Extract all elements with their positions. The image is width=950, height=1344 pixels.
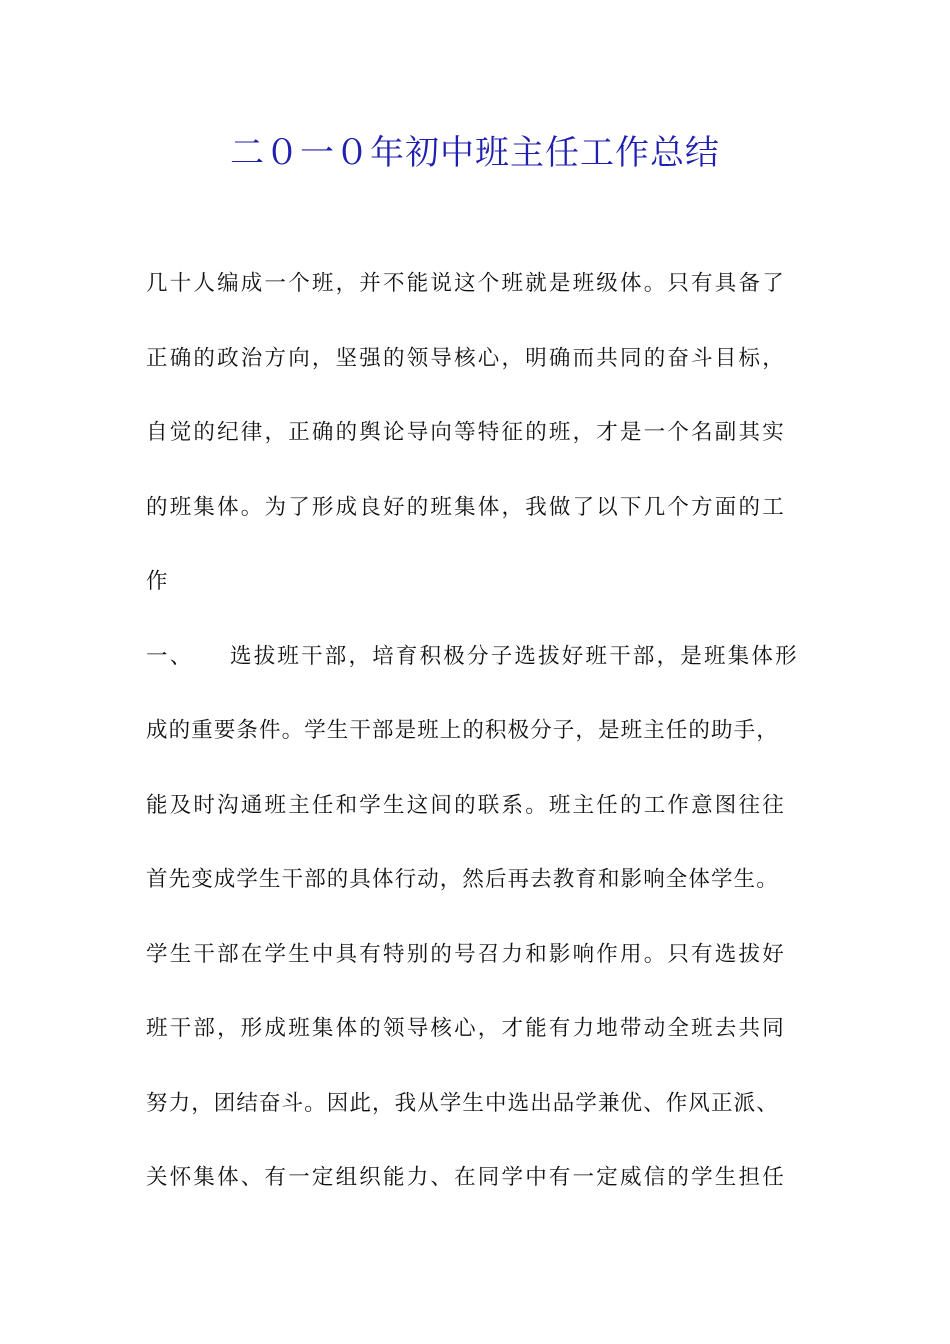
document-body bbox=[146, 262, 826, 1231]
body-line: 正确的政治方向，坚强的领导核心，明确而共同的奋斗目标， bbox=[146, 345, 786, 371]
body-line: 班干部，形成班集体的领导核心，才能有力地带动全班去共同 bbox=[146, 1016, 786, 1041]
body-line: 能及时沟通班主任和学生这间的联系。班主任的工作意图往往 bbox=[146, 792, 786, 818]
section-heading-text: 选拔班干部，培育积极分子选拔好班干部，是班集体形 bbox=[230, 643, 799, 669]
body-line: 学生干部在学生中具有特别的号召力和影响作用。只有选拔好 bbox=[146, 941, 786, 967]
body-line: 努力，团结奋斗。因此，我从学生中选出品学兼优、作风正派、 bbox=[146, 1090, 779, 1116]
body-line: 关怀集体、有一定组织能力、在同学中有一定威信的学生担任 bbox=[146, 1165, 786, 1190]
body-line: 首先变成学生干部的具体行动，然后再去教育和影响全体学生。 bbox=[146, 867, 779, 892]
body-line: 的班集体。为了形成良好的班集体，我做了以下几个方面的工 bbox=[146, 494, 786, 520]
body-line: 几十人编成一个班，并不能说这个班就是班级体。只有具备了 bbox=[146, 271, 786, 296]
body-line: 自觉的纪律，正确的舆论导向等特征的班，才是一个名副其实 bbox=[146, 420, 786, 445]
section-heading-line bbox=[146, 635, 826, 710]
section-number: 一、 bbox=[146, 643, 194, 669]
body-line: 作 bbox=[146, 569, 170, 594]
document-title: 二０一０年初中班主任工作总结 bbox=[230, 133, 720, 173]
body-line: 成的重要条件。学生干部是班上的积极分子，是班主任的助手， bbox=[146, 718, 779, 743]
